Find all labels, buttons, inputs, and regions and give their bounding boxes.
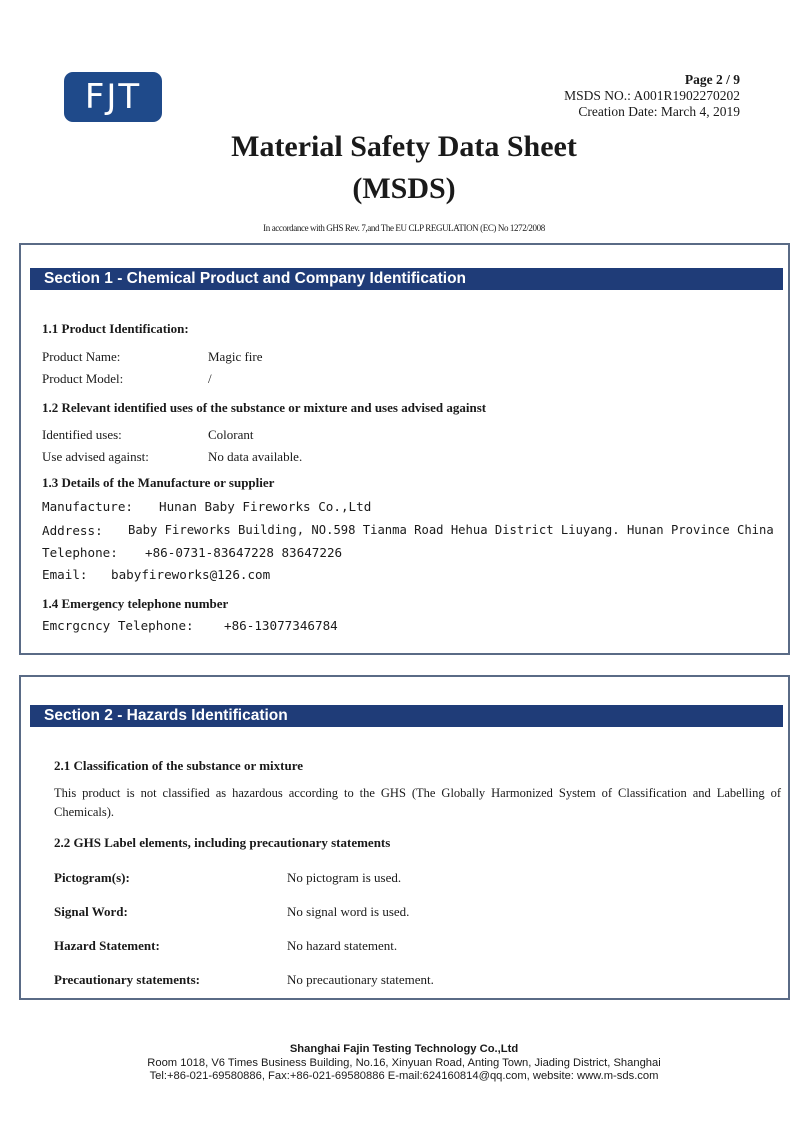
signal-word-label: Signal Word: xyxy=(54,904,128,919)
footer-address: Room 1018, V6 Times Business Building, No.16, Xinyuan Road, Anting Town, Jiading District, Shanghai xyxy=(147,1057,661,1069)
classification-heading: 2.1 Classification of the substance or mixture xyxy=(54,758,304,773)
company-logo: FJT xyxy=(64,72,162,122)
regulation-note: In accordance with GHS Rev. 7,and The EU CLP REGULATION (EC) No 1272/2008 xyxy=(263,223,545,233)
footer-contact: Tel:+86-021-69580886, Fax:+86-021-69580886 E-mail:624160814@qq.com, website: www.m-sds.com xyxy=(149,1070,659,1082)
precautionary-label: Precautionary statements: xyxy=(54,972,200,987)
use-advised-value: No data available. xyxy=(208,449,303,464)
classification-text: This product is not classified as hazardous according to the GHS (The Globally Harmonized System of Classification and Labelling of Chemicals). xyxy=(54,786,781,819)
document-title: Material Safety Data Sheet xyxy=(231,130,577,163)
signal-word-value: No signal word is used. xyxy=(287,904,410,919)
creation-date: Creation Date: March 4, 2019 xyxy=(578,104,740,119)
product-identification-heading: 1.1 Product Identification: xyxy=(42,321,189,336)
product-name-value: Magic fire xyxy=(208,349,263,364)
product-model-label: Product Model: xyxy=(42,371,124,386)
hazard-statement-value: No hazard statement. xyxy=(287,938,398,953)
emergency-label: Emcrgcncy Telephone: xyxy=(42,618,194,633)
ghs-label-heading: 2.2 GHS Label elements, including precautionary statements xyxy=(54,835,391,850)
relevant-uses-heading: 1.2 Relevant identified uses of the substance or mixture and uses advised against xyxy=(42,400,487,415)
hazard-statement-label: Hazard Statement: xyxy=(54,938,160,953)
precautionary-value: No precautionary statement. xyxy=(287,972,434,987)
use-advised-label: Use advised against: xyxy=(42,449,149,464)
msds-number: MSDS NO.: A001R1902270202 xyxy=(564,88,740,103)
manufacturer-details-heading: 1.3 Details of the Manufacture or supplier xyxy=(42,475,275,490)
product-name-label: Product Name: xyxy=(42,349,121,364)
footer-company: Shanghai Fajin Testing Technology Co.,Ltd xyxy=(289,1043,519,1055)
identified-uses-label: Identified uses: xyxy=(42,427,122,442)
address-value: Baby Fireworks Building, NO.598 Tianma Road Hehua District Liuyang. Hunan Province China xyxy=(128,523,774,537)
section-2-box xyxy=(19,675,790,1000)
pictogram-label: Pictogram(s): xyxy=(54,870,130,885)
product-model-value: / xyxy=(208,371,212,386)
email-label: Email: xyxy=(42,567,88,582)
address-label: Address: xyxy=(42,523,103,538)
telephone-value: +86-0731-83647228 83647226 xyxy=(145,545,343,560)
page-number: Page 2 / 9 xyxy=(684,72,740,87)
pictogram-value: No pictogram is used. xyxy=(287,870,402,885)
manufacture-label: Manufacture: xyxy=(42,499,133,514)
section-1-banner: Section 1 - Chemical Product and Company Identification xyxy=(30,268,783,290)
email-value: babyfireworks@126.com xyxy=(111,567,271,582)
emergency-value: +86-13077346784 xyxy=(224,618,338,633)
identified-uses-value: Colorant xyxy=(208,427,254,442)
section-1-box xyxy=(19,243,790,655)
document-meta xyxy=(564,72,740,120)
manufacture-value: Hunan Baby Fireworks Co.,Ltd xyxy=(159,499,372,514)
section-2-banner: Section 2 - Hazards Identification xyxy=(30,705,783,727)
telephone-label: Telephone: xyxy=(42,545,118,560)
document-subtitle: (MSDS) xyxy=(352,172,456,205)
emergency-heading: 1.4 Emergency telephone number xyxy=(42,596,229,611)
